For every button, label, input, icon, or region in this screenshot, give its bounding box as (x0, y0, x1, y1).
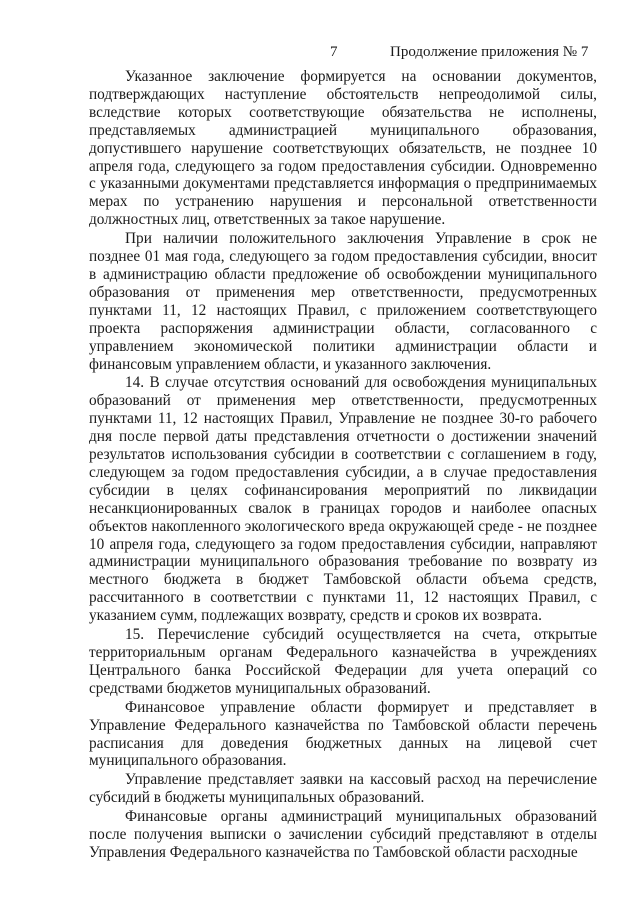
page-number: 7 (330, 44, 338, 60)
paragraph-item-14: 14. В случае отсутствия оснований для освобождения муниципальных образований от применения мер ответственности, предусмотренных пунктами 11, 12 настоящих Правил, Управление не позднее 30-го рабочего дня после первой даты представления отчетности о достижении значений результатов использования субсидии в соответствии с соглашением в году, следующем за годом предоставления субсидии, а в случае предоставления субсидии в целях софинансирования мероприятий по ликвидации несанкционированных свалок в границах городов и наиболее опасных объектов накопленного экологического вреда окружающей среде - не позднее 10 апреля года, следующего за годом предоставления субсидии, направляют администрации муниципального образования требование по возврату из местного бюджета в бюджет Тамбовской области объема средств, рассчитанного в соответствии с пунктами 11, 12 настоящих Правил, с указанием сумм, подлежащих возврату, средств и сроков их возврата. (89, 374, 597, 625)
paragraph-item-15: 15. Перечисление субсидий осуществляется на счета, открытые территориальным органам Федерального казначейства в учреждениях Центрального банка Российской Федерации для учета операций со средствами бюджетов муниципальных образований. (89, 626, 597, 697)
paragraph-positive-conclusion: При наличии положительного заключения Управление в срок не позднее 01 мая года, следующего за годом предоставления субсидии, вносит в администрацию области предложение об освобождении муниципального образования от применения мер ответственности, предусмотренных пунктами 11, 12 настоящих Правил, с приложением соответствующего проекта распоряжения администрации области, согласованного с управлением экономической политики администрации области и финансовым управлением области, и указанного заключения. (89, 230, 597, 373)
document-body (89, 68, 597, 862)
appendix-continuation-title: Продолжение приложения № 7 (390, 44, 589, 60)
paragraph-cash-requests: Управление представляет заявки на кассовый расход на перечисление субсидий в бюджеты муниципальных образований. (89, 771, 597, 807)
paragraph-conclusion: Указанное заключение формируется на основании документов, подтверждающих наступление обстоятельств непреодолимой силы, вследствие которых соответствующие обязательства не исполнены, представляемых администрацией муниципального образования, допустившего нарушение соответствующих обязательств, не позднее 10 апреля года, следующего за годом предоставления субсидии. Одновременно с указанными документами представляется информация о предпринимаемых мерах по устранению нарушения и персональной ответственности должностных лиц, ответственных за такое нарушение. (89, 68, 597, 229)
paragraph-finance-department: Финансовое управление области формирует и представляет в Управление Федерального казначейства по Тамбовской области перечень расписания для доведения бюджетных данных на лицевой счет муниципального образования. (89, 698, 597, 770)
paragraph-financial-bodies: Финансовые органы администраций муниципальных образований после получения выписки о зачислении субсидий представляют в отделы Управления Федерального казначейства по Тамбовской области расходные (89, 808, 597, 861)
